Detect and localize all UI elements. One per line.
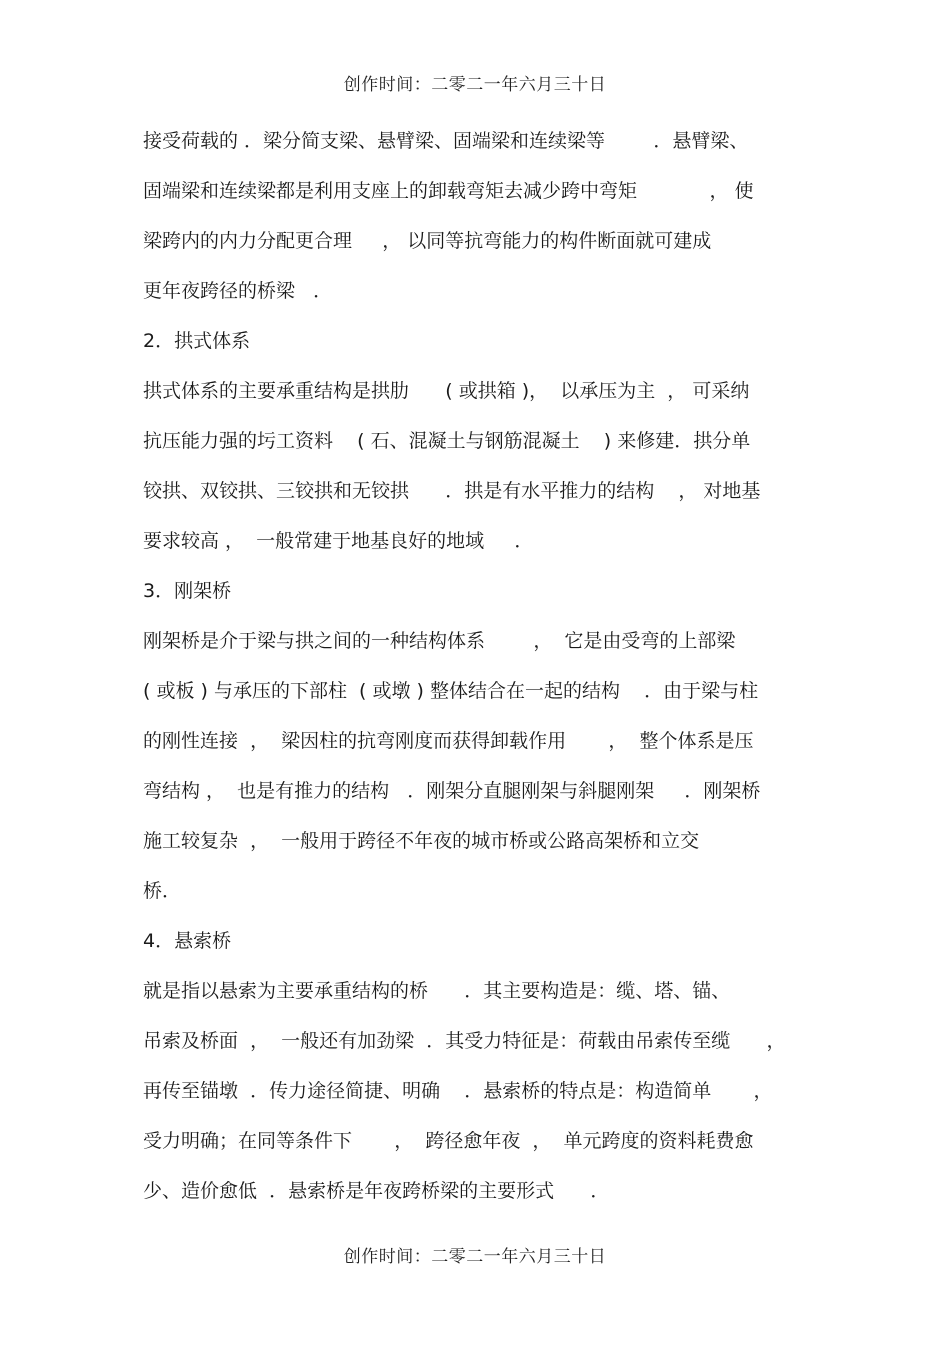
page-header: 创作时间：二零二一年六月三十日 (343, 75, 607, 95)
text-line: 刚架桥是介于梁与拱之间的一种结构体系 ， 它是由受弯的上部梁 (143, 630, 736, 652)
section-heading: 4．悬索桥 (143, 930, 232, 952)
text-line: 施工较复杂 ， 一般用于跨径不年夜的城市桥或公路高架桥和立交 (143, 830, 700, 852)
text-line: 要求较高 ， 一般常建于地基良好的地域 ． (143, 530, 534, 552)
text-line: 固端梁和连续梁都是利用支座上的卸载弯矩去减少跨中弯矩 ， 使 (143, 180, 754, 202)
text-line: 吊索及桥面 ， 一般还有加劲梁 ．其受力特征是：荷载由吊索传至缆 ， (143, 1030, 786, 1052)
text-line: 再传至锚墩 ．传力途径简捷、明确 ．悬索桥的特点是：构造简单 ， (143, 1080, 773, 1102)
text-line: ( 或板 ) 与承压的下部柱 ( 或墩 ) 整体结合在一起的结构 ．由于梁与柱 (143, 680, 759, 702)
text-line: 梁跨内的内力分配更合理 ， 以同等抗弯能力的构件断面就可建成 (143, 230, 712, 252)
text-line: 就是指以悬索为主要承重结构的桥 ．其主要构造是：缆、塔、锚、 (143, 980, 731, 1002)
text-line: 的刚性连接 ， 梁因柱的抗弯刚度而获得卸载作用 ， 整个体系是压 (143, 730, 754, 752)
text-line: 铰拱、双铰拱、三铰拱和无铰拱 ．拱是有水平推力的结构 ， 对地基 (143, 480, 761, 502)
text-line: 受力明确；在同等条件下 ， 跨径愈年夜 ， 单元跨度的资料耗费愈 (143, 1130, 754, 1152)
text-line: 少、造价愈低 ．悬索桥是年夜跨桥梁的主要形式 ． (143, 1180, 610, 1202)
section-heading: 3．刚架桥 (143, 580, 232, 602)
text-line: 拱式体系的主要承重结构是拱肋 ( 或拱箱 )， 以承压为主 ， 可采纳 (143, 380, 750, 402)
text-line: 接受荷载的 ．梁分简支梁、悬臂梁、固端梁和连续梁等 ．悬臂梁、 (143, 130, 749, 152)
text-line: 桥． (143, 880, 182, 902)
text-line: 更年夜跨径的桥梁 ． (143, 280, 333, 302)
document-body (143, 126, 823, 1226)
text-line: 弯结构 ， 也是有推力的结构 ．刚架分直腿刚架与斜腿刚架 ．刚架桥 (143, 780, 761, 802)
text-line: 抗压能力强的圬工资料 ( 石、混凝土与钢筋混凝土 ) 来修建．拱分单 (143, 430, 751, 452)
page-footer: 创作时间：二零二一年六月三十日 (343, 1247, 607, 1267)
section-heading: 2．拱式体系 (143, 330, 251, 352)
